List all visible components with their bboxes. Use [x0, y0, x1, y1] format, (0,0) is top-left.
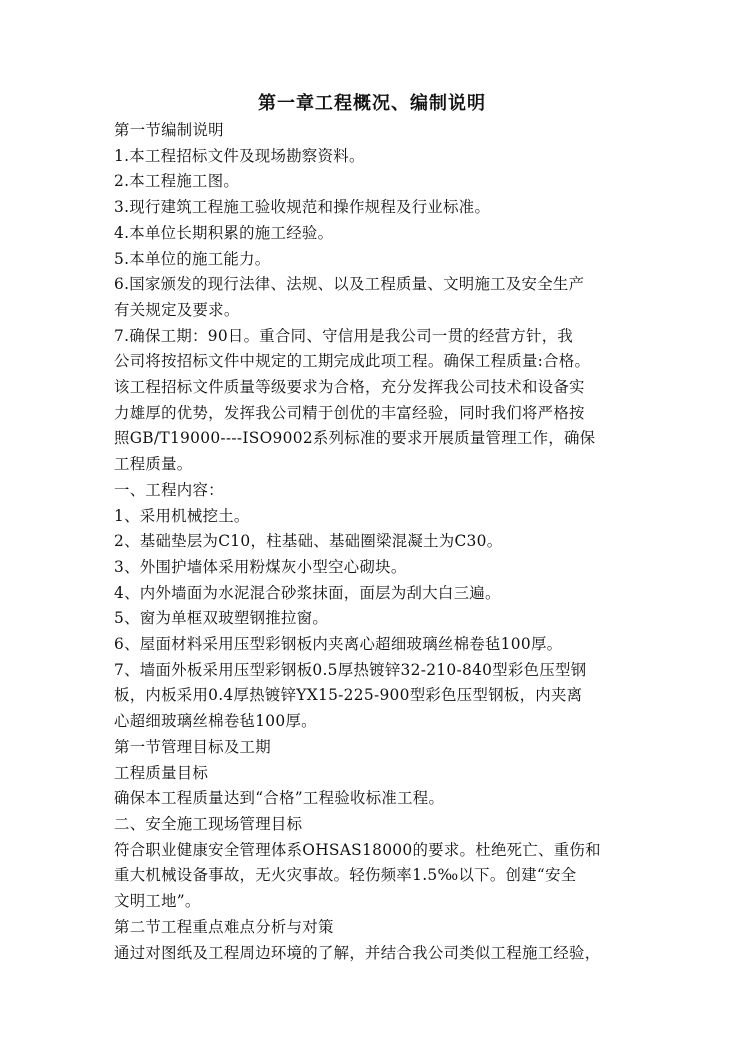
text-line: 该工程招标文件质量等级要求为合格，充分发挥我公司技术和设备实	[114, 378, 585, 397]
text-line: 3.现行建筑工程施工验收规范和操作规程及行业标准。	[114, 198, 491, 217]
text-line: 1、采用机械挖土。	[114, 506, 250, 525]
text-line: 工程质量目标	[114, 763, 209, 782]
text-line: 6、屋面材料采用压型彩钢板内夹离心超细玻璃丝棉卷毡100厚。	[114, 635, 563, 654]
text-line: 通过对图纸及工程周边环境的了解，并结合我公司类似工程施工经验，	[114, 943, 601, 962]
document-body	[114, 118, 634, 966]
text-line: 一、工程内容：	[114, 480, 224, 499]
text-line: 公司将按招标文件中规定的工期完成此项工程。确保工程质量:合格。	[114, 352, 591, 371]
text-line: 1.本工程招标文件及现场勘察资料。	[114, 146, 365, 165]
text-line: 6.国家颁发的现行法律、法规、以及工程质量、文明施工及安全生产	[114, 275, 585, 294]
text-line: 5、窗为单框双玻塑钢推拉窗。	[114, 609, 329, 628]
text-line: 2、基础垫层为C10，柱基础、基础圈梁混凝土为C30。	[114, 532, 503, 551]
text-line: 第一节管理目标及工期	[114, 737, 271, 756]
text-line: 5.本单位的施工能力。	[114, 249, 271, 268]
chapter-title: 第一章工程概况、编制说明	[258, 93, 486, 114]
text-line: 第一节编制说明	[114, 121, 224, 139]
text-line: 第二节工程重点难点分析与对策	[114, 917, 334, 936]
text-line: 7.确保工期：90日。重合同、守信用是我公司一贯的经营方针，我	[114, 326, 574, 345]
text-line: 二、安全施工现场管理目标	[114, 814, 303, 833]
text-line: 力雄厚的优势，发挥我公司精于创优的丰富经验，同时我们将严格按	[114, 403, 585, 422]
text-line: 工程质量。	[114, 455, 193, 474]
text-line: 板，内板采用0.4厚热镀锌YX15-225-900型彩色压型钢板，内夹离	[114, 686, 583, 705]
text-line: 4.本单位长期积累的施工经验。	[114, 223, 334, 242]
text-line: 重大机械设备事故，无火灾事故。轻伤频率1.5‰以下。创建“安全	[114, 866, 577, 885]
text-line: 7、墙面外板采用压型彩钢板0.5厚热镀锌32-210-840型彩色压型钢	[114, 660, 587, 679]
text-line: 有关规定及要求。	[114, 300, 240, 319]
text-line: 符合职业健康安全管理体系OHSAS18000的要求。杜绝死亡、重伤和	[114, 840, 601, 859]
text-line: 照GB/T19000----ISO9002系列标准的要求开展质量管理工作，确保	[114, 429, 596, 448]
text-line: 4、内外墙面为水泥混合砂浆抹面，面层为刮大白三遍。	[114, 583, 501, 602]
text-line: 3、外围护墙体采用粉煤灰小型空心砌块。	[114, 557, 407, 576]
text-line: 2.本工程施工图。	[114, 172, 240, 191]
text-line: 确保本工程质量达到“合格”工程验收标准工程。	[114, 789, 445, 808]
text-line: 文明工地”。	[114, 892, 201, 911]
text-line: 心超细玻璃丝棉卷毡100厚。	[114, 712, 317, 731]
